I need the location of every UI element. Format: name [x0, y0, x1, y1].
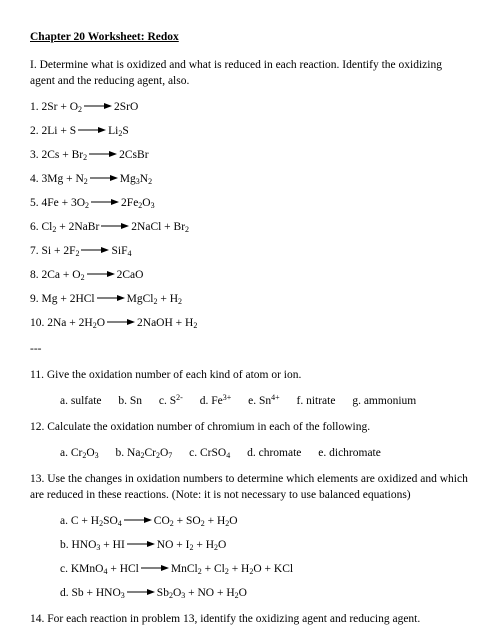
instructions-line-2: agent and the reducing agent, also. — [30, 75, 190, 87]
q12-option-b: b. $Na_2Cr_2O_7$ — [115, 447, 173, 460]
q11-option-e: e. $Sn^{4+}$ — [248, 393, 280, 407]
q13-reaction-a: a. $C + H_2SO_4$ $CO_2 + SO_2 + H_2O$ — [60, 515, 238, 528]
reaction-9: 9. Mg + 2HCl MgCl$_2$ + $H_2$ — [30, 293, 183, 306]
reaction-8: 8. $2Ca + O_2$ 2CaO — [30, 269, 144, 282]
question-11: 11. Give the oxidation number of each kind of atom or ion. — [30, 369, 302, 381]
reaction-3: 3. $2Cs + Br_2$ 2CsBr — [30, 149, 149, 162]
question-12: 12. Calculate the oxidation number of chromium in each of the following. — [30, 421, 371, 433]
reaction-7: 7. $Si + 2F_2$ SiF$_4$ — [30, 245, 132, 258]
question-11-options — [60, 394, 416, 408]
reaction-arrow-icon — [87, 270, 115, 278]
q11-option-c: c. $S^{2-}$ — [158, 393, 183, 407]
reaction-arrow-icon — [101, 222, 129, 230]
question-12-options — [60, 446, 381, 460]
reaction-5: 5. $4Fe + 3O_2$ $2Fe_2O_3$ — [30, 197, 155, 210]
page-title: Chapter 20 Worksheet: Redox — [30, 31, 179, 43]
q11-option-f: f. nitrate — [296, 395, 336, 407]
q11-option-a: a. sulfate — [60, 395, 102, 407]
q11-option-b: b. Sn — [118, 395, 143, 407]
section-separator: --- — [30, 343, 42, 355]
reaction-arrow-icon — [89, 150, 117, 158]
question-14: 14. For each reaction in problem 13, identify the oxidizing agent and reducing agent. — [30, 613, 421, 625]
q12-option-e: e. dichromate — [318, 447, 381, 459]
reaction-10: 10. $2Na + 2H_2O$ 2NaOH + $H_2$ — [30, 317, 198, 330]
reaction-arrow-icon — [127, 540, 155, 548]
q13-reaction-c: c. KMnO$_4$ + HCl MnCl$_2$ + $Cl_2 + H_2O$ + KCl — [60, 563, 294, 576]
instructions-line-1: I. Determine what is oxidized and what is reduced in each reaction. Identify the oxidizing — [30, 59, 442, 71]
q11-option-g: g. ammonium — [352, 395, 417, 407]
reaction-6: 6. $Cl_2$ + 2NaBr 2NaCl + $Br_2$ — [30, 221, 190, 234]
question-13-line-1: 13. Use the changes in oxidation numbers to determine which elements are oxidized and which — [30, 473, 468, 485]
reaction-4: 4. $3Mg + N_2$ $Mg_3N_2$ — [30, 173, 153, 186]
reaction-arrow-icon — [84, 102, 112, 110]
question-13-line-2: are reduced in these reactions. (Note: it is not necessary to use balanced equations) — [30, 489, 411, 501]
q13-reaction-d: d. $Sb + HNO_3$ $Sb_2O_3$ + NO + $H_2O$ — [60, 587, 247, 600]
reaction-arrow-icon — [107, 318, 135, 326]
reaction-arrow-icon — [78, 126, 106, 134]
q12-option-d: d. chromate — [247, 447, 302, 459]
q12-option-a: a. $Cr_2O_3$ — [60, 447, 99, 460]
q11-option-d: d. $Fe^{3+}$ — [199, 393, 232, 407]
reaction-arrow-icon — [97, 294, 125, 302]
q12-option-c: c. CrSO$_4$ — [189, 447, 231, 460]
reaction-arrow-icon — [141, 564, 169, 572]
reaction-arrow-icon — [91, 198, 119, 206]
reaction-2: 2. 2Li + S $Li_2S$ — [30, 125, 129, 138]
q13-reaction-b: b. $HNO_3$ + HI NO + $I_2 + H_2O$ — [60, 539, 227, 552]
reaction-arrow-icon — [127, 588, 155, 596]
reaction-arrow-icon — [90, 174, 118, 182]
reaction-arrow-icon — [81, 246, 109, 254]
reaction-arrow-icon — [124, 516, 152, 524]
reaction-1: 1. $2Sr + O_2$ 2SrO — [30, 101, 139, 114]
